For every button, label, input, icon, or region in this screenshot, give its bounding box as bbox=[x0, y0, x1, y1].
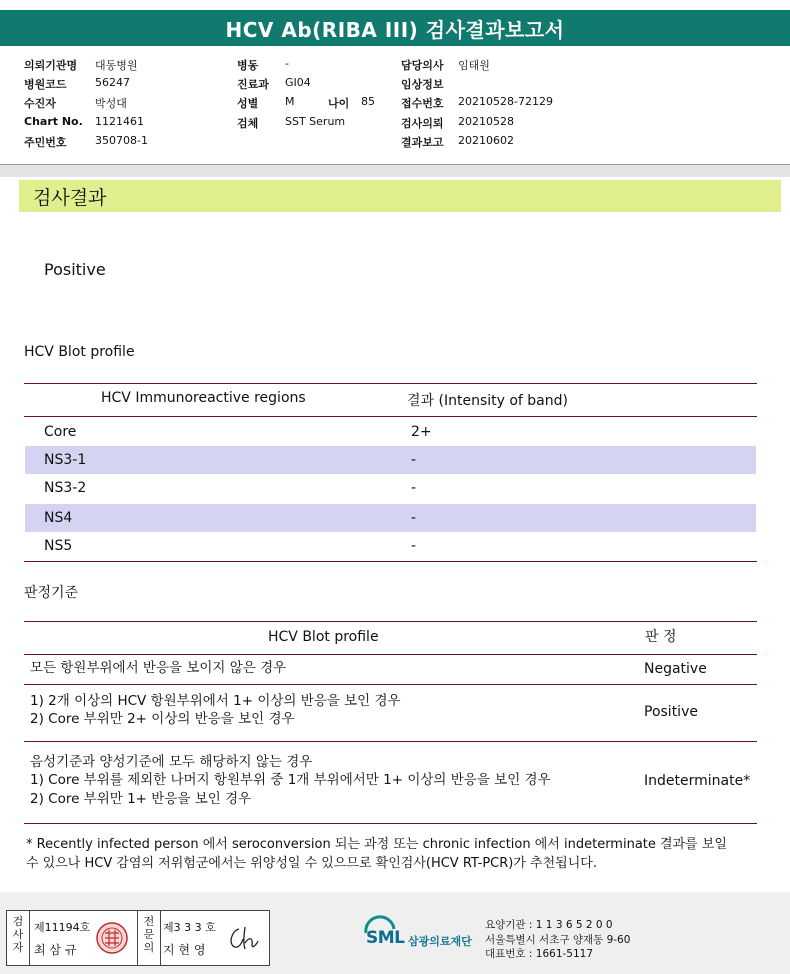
result-cell: - bbox=[411, 480, 417, 496]
examinee-label: 수진자 bbox=[24, 97, 56, 110]
hospital-code-value: 56247 bbox=[95, 76, 130, 89]
lab-phone: 대표번호 : 1661-5117 bbox=[485, 948, 594, 960]
table-rule bbox=[24, 741, 757, 742]
sml-logo-text: SML bbox=[366, 928, 405, 948]
table-rule bbox=[24, 654, 757, 655]
table-row bbox=[25, 504, 756, 532]
examiner-label: 검사자 bbox=[12, 915, 24, 954]
region-cell: NS5 bbox=[44, 538, 73, 554]
foundation-name: 삼광의료재단 bbox=[408, 935, 472, 948]
criteria-indeterminate-line1: 음성기준과 양성기준에 모두 해당하지 않는 경우 bbox=[30, 754, 313, 770]
report-title: HCV Ab(RIBA III) 검사결과보고서 bbox=[0, 10, 790, 46]
resident-label: 주민번호 bbox=[24, 136, 67, 149]
specialist-label-cell bbox=[137, 911, 161, 965]
footnote bbox=[26, 835, 766, 873]
dept-label: 진료과 bbox=[237, 78, 269, 91]
institution-value: 대동병원 bbox=[95, 59, 138, 72]
blot-table-header bbox=[25, 384, 756, 416]
region-cell: NS4 bbox=[44, 510, 73, 526]
region-cell: Core bbox=[44, 424, 77, 440]
red-seal-stamp bbox=[95, 921, 129, 955]
criteria-positive-line2: 2) Core 부위만 2+ 이상의 반응을 보인 경우 bbox=[30, 711, 295, 727]
criteria-negative-judgement: Negative bbox=[644, 661, 707, 677]
examinee-value: 박성대 bbox=[95, 97, 127, 110]
sex-label: 성별 bbox=[237, 97, 259, 110]
specimen-value: SST Serum bbox=[285, 115, 346, 128]
criteria-header-profile: HCV Blot profile bbox=[268, 629, 379, 645]
blot-profile-label: HCV Blot profile bbox=[24, 344, 135, 360]
report-value: 20210602 bbox=[458, 134, 514, 147]
table-rule bbox=[24, 416, 757, 417]
criteria-indeterminate-line2: 1) Core 부위를 제외한 나머지 항원부위 중 1개 부위에서만 1+ 이상의 반응을 보인 경우 bbox=[30, 772, 551, 788]
clinical-label: 임상정보 bbox=[401, 78, 444, 91]
criteria-label: 판정기준 bbox=[24, 585, 79, 601]
signature-box bbox=[6, 910, 270, 966]
dept-value: GI04 bbox=[285, 76, 311, 89]
chart-label: Chart No. bbox=[24, 115, 83, 128]
region-cell: NS3-2 bbox=[44, 480, 87, 496]
result-cell: - bbox=[411, 452, 417, 468]
institution-label: 의뢰기관명 bbox=[24, 59, 78, 72]
table-rule bbox=[24, 684, 757, 685]
request-value: 20210528 bbox=[458, 115, 514, 128]
result-cell: 2+ bbox=[411, 424, 432, 440]
sex-value: M bbox=[285, 95, 295, 108]
specimen-label: 검체 bbox=[237, 117, 259, 130]
doctor-value: 임태원 bbox=[458, 59, 490, 72]
patient-info bbox=[0, 46, 790, 165]
column-header-region: HCV Immunoreactive regions bbox=[101, 390, 306, 406]
criteria-header-judgement: 판 정 bbox=[645, 629, 677, 645]
specialist-label: 전문의 bbox=[143, 915, 155, 954]
receipt-label: 접수번호 bbox=[401, 97, 444, 110]
age-label: 나이 bbox=[328, 97, 350, 110]
receipt-value: 20210528-72129 bbox=[458, 95, 553, 108]
result-cell: - bbox=[411, 538, 417, 554]
specialist-name: 지 현 영 bbox=[163, 943, 206, 957]
result-cell: - bbox=[411, 510, 417, 526]
examiner-license: 제11194호 bbox=[34, 921, 91, 934]
criteria-indeterminate-judgement: Indeterminate* bbox=[644, 773, 751, 789]
table-row bbox=[25, 474, 756, 502]
table-rule bbox=[24, 621, 757, 622]
footnote-line2: 수 있으나 HCV 감염의 저위험군에서는 위양성일 수 있으므로 확인검사(HCV RT-PCR)가 추천됩니다. bbox=[26, 856, 597, 871]
examiner-label-cell bbox=[7, 911, 30, 965]
footnote-line1: * Recently infected person 에서 seroconversion 되는 과정 또는 chronic infection 에서 indeterminate 결과를 보일 bbox=[26, 837, 727, 852]
result-value: Positive bbox=[44, 260, 106, 279]
lab-address: 서울특별시 서초구 양재동 9-60 bbox=[485, 933, 631, 946]
resident-value: 350708-1 bbox=[95, 134, 148, 147]
criteria-negative-text: 모든 항원부위에서 반응을 보이지 않은 경우 bbox=[30, 660, 287, 676]
criteria-indeterminate-line3: 2) Core 부위만 1+ 반응을 보인 경우 bbox=[30, 791, 252, 807]
lab-info bbox=[485, 918, 630, 962]
age-value: 85 bbox=[361, 95, 375, 108]
table-rule bbox=[24, 823, 757, 824]
lab-code: 요양기관 : 1 1 3 6 5 2 0 0 bbox=[485, 919, 613, 931]
table-rule bbox=[24, 561, 757, 562]
report-label: 결과보고 bbox=[401, 136, 444, 149]
ward-label: 병동 bbox=[237, 59, 259, 72]
chart-value: 1121461 bbox=[95, 115, 144, 128]
table-row bbox=[25, 446, 756, 474]
column-header-result: 결과 (Intensity of band) bbox=[407, 393, 568, 409]
table-row bbox=[25, 418, 756, 446]
region-cell: NS3-1 bbox=[44, 452, 87, 468]
examiner-name: 최 삼 규 bbox=[34, 943, 77, 957]
criteria-positive-line1: 1) 2개 이상의 HCV 항원부위에서 1+ 이상의 반응을 보인 경우 bbox=[30, 693, 401, 709]
hospital-code-label: 병원코드 bbox=[24, 78, 67, 91]
ward-value: - bbox=[285, 57, 289, 70]
separator-bar bbox=[0, 165, 790, 177]
request-label: 검사의뢰 bbox=[401, 117, 444, 130]
handwritten-signature bbox=[225, 925, 261, 953]
specialist-license: 제3 3 3 호 bbox=[163, 921, 216, 934]
doctor-label: 담당의사 bbox=[401, 59, 444, 72]
result-heading: 검사결과 bbox=[19, 180, 781, 212]
table-row bbox=[25, 532, 756, 560]
criteria-positive-judgement: Positive bbox=[644, 704, 698, 720]
